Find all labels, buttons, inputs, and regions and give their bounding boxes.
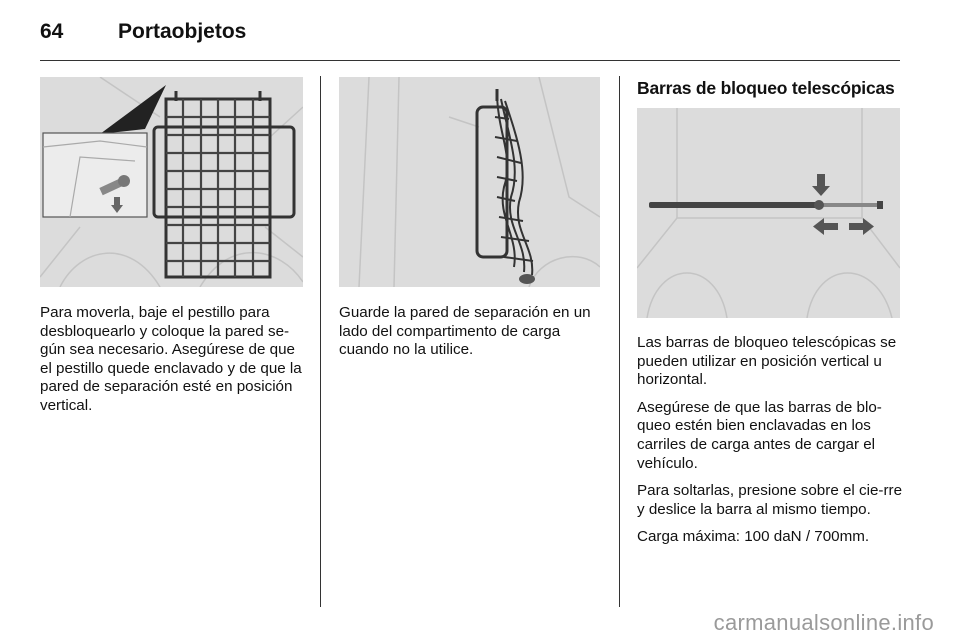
figure-telescopic-bar: [637, 108, 900, 318]
figure-cargo-net-latch: [40, 77, 303, 287]
col3-paragraph-4: Carga máxima: 100 daN / 700mm.: [637, 528, 870, 546]
header-rule: [40, 60, 900, 61]
column-divider-2: [619, 76, 620, 607]
col2-paragraph: Guarde la pared de separación en un lado del compartimento de carga cuando no la utilice.: [339, 304, 591, 359]
watermark: carmanualsonline.info: [713, 610, 934, 635]
col3-paragraph-1: Las barras de bloqueo telescópicas se pueden utilizar en posición vertical u horizontal.: [637, 334, 897, 389]
page-title: Portaobjetos: [118, 20, 247, 43]
col3-paragraph-2: Asegúrese de que las barras de blo-queo estén bien enclavadas en los carriles de carga antes de cargar el vehículo.: [637, 398, 882, 472]
page-number: 64: [40, 20, 64, 43]
col3-paragraph-3: Para soltarlas, presione sobre el cie-rre y deslice la barra al mismo tiempo.: [637, 482, 903, 518]
column-divider-1: [320, 76, 321, 607]
col3-body: [637, 334, 903, 556]
page-header: [40, 18, 900, 60]
col1-paragraph: Para moverla, baje el pestillo para desbloquearlo y coloque la pared se-gún sea necesario. Asegúrese de que el pestillo quede enclavado y de que la pared de separación esté en posición vertical.: [40, 304, 302, 414]
section-heading: Barras de bloqueo telescópicas: [637, 78, 895, 98]
figure-net-stowed: [339, 77, 600, 287]
